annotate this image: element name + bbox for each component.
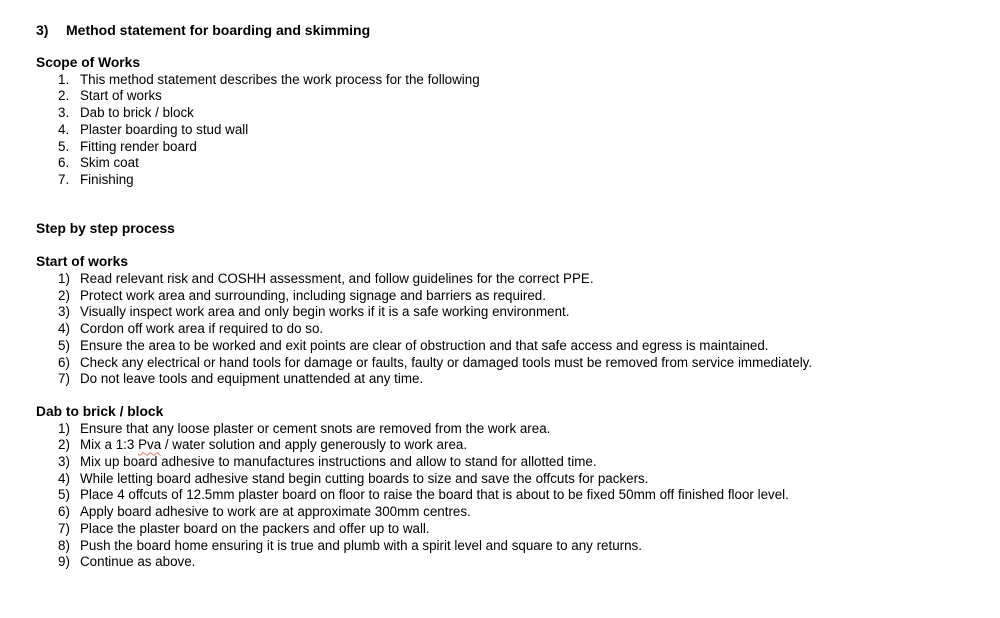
- list-item: [36, 271, 970, 288]
- section-start-of-works: [36, 254, 970, 388]
- list-item: [36, 521, 970, 538]
- section-dab-to-brick-block: [36, 404, 970, 571]
- dab-to-brick-heading: Dab to brick / block: [36, 403, 164, 419]
- list-item: [36, 487, 970, 504]
- list-item-number: 3): [58, 304, 70, 320]
- list-item: [36, 454, 970, 471]
- list-item-text: Start of works: [80, 88, 162, 104]
- list-item-number: 5): [58, 337, 70, 353]
- dab-to-brick-list: [36, 421, 970, 571]
- list-item-text: Check any electrical or hand tools for damage or faults, faulty or damaged tools must be removed from service immediately.: [80, 354, 813, 370]
- list-item-number: 6): [58, 504, 70, 520]
- list-item-text: Ensure that any loose plaster or cement snots are removed from the work area.: [80, 420, 551, 436]
- list-item-number: 6): [58, 354, 70, 370]
- list-item: [36, 355, 970, 372]
- list-item: [36, 471, 970, 488]
- list-item: [36, 72, 970, 89]
- list-item-number: 5.: [58, 138, 70, 154]
- start-of-works-list: [36, 271, 970, 388]
- list-item-number: 1): [58, 271, 70, 287]
- list-item: [36, 88, 970, 105]
- start-of-works-heading: Start of works: [36, 254, 128, 270]
- list-item: [36, 139, 970, 156]
- document-title-text: Method statement for boarding and skimming: [66, 22, 371, 38]
- section-step-by-step-process: [36, 221, 970, 238]
- list-item-text: Plaster boarding to stud wall: [80, 121, 249, 137]
- list-item: [36, 304, 970, 321]
- list-item-number: 9): [58, 554, 70, 570]
- list-item-text: Apply board adhesive to work are at approximate 300mm centres.: [80, 504, 471, 520]
- list-item: [36, 288, 970, 305]
- list-item-text: Push the board home ensuring it is true and plumb with a spirit level and square to any returns.: [80, 537, 642, 553]
- scope-of-works-heading: Scope of Works: [36, 55, 141, 70]
- document-title: [36, 21, 970, 39]
- list-item: [36, 504, 970, 521]
- list-item: [36, 338, 970, 355]
- list-item-number: 4): [58, 321, 70, 337]
- list-item-number: 5): [58, 487, 70, 503]
- document-title-number: 3): [36, 22, 49, 38]
- list-item-text: Dab to brick / block: [80, 105, 194, 121]
- list-item: [36, 554, 970, 571]
- list-item-text: Visually inspect work area and only begin works if it is a safe working environment.: [80, 304, 570, 320]
- list-item-text: Place 4 offcuts of 12.5mm plaster board on floor to raise the board that is about to be fixed 50mm off finished floor level.: [80, 487, 789, 503]
- scope-of-works-list: [36, 72, 970, 189]
- list-item-text: Skim coat: [80, 155, 139, 171]
- list-item-number: 2.: [58, 88, 70, 104]
- list-item-text: Mix up board adhesive to manufactures instructions and allow to stand for allotted time.: [80, 454, 597, 470]
- list-item-text: Do not leave tools and equipment unattended at any time.: [80, 371, 424, 387]
- list-item: [36, 105, 970, 122]
- list-item: [36, 172, 970, 189]
- list-item-text: Protect work area and surrounding, including signage and barriers as required.: [80, 287, 546, 303]
- list-item-number: 7): [58, 371, 70, 387]
- list-item-text: Fitting render board: [80, 138, 197, 154]
- list-item-number: 8): [58, 537, 70, 553]
- list-item-text: Read relevant risk and COSHH assessment, and follow guidelines for the correct PPE.: [80, 271, 594, 287]
- list-item-number: 4): [58, 470, 70, 486]
- list-item-number: 7): [58, 520, 70, 536]
- list-item-text: Place the plaster board on the packers and offer up to wall.: [80, 520, 430, 536]
- list-item-number: 2): [58, 437, 70, 453]
- list-item-text: Finishing: [80, 171, 134, 187]
- list-item: [36, 371, 970, 388]
- list-item-number: 3): [58, 454, 70, 470]
- list-item-text: Continue as above.: [80, 554, 196, 570]
- list-item-number: 2): [58, 287, 70, 303]
- step-by-step-heading: Step by step process: [36, 220, 175, 236]
- list-item-number: 7.: [58, 171, 70, 187]
- list-item: [36, 122, 970, 139]
- list-item-number: 1.: [58, 71, 70, 87]
- list-item-text: Cordon off work area if required to do so.: [80, 321, 324, 337]
- list-item-number: 4.: [58, 121, 70, 137]
- list-item-number: 3.: [58, 105, 70, 121]
- list-item-text: This method statement describes the work process for the following: [80, 71, 480, 87]
- list-item: [36, 421, 970, 438]
- list-item-text: Mix a 1:3 Pva / water solution and apply generously to work area.: [80, 437, 468, 453]
- list-item-text: While letting board adhesive stand begin cutting boards to size and save the offcuts for packers.: [80, 470, 649, 486]
- list-item-number: 6.: [58, 155, 70, 171]
- list-item: [36, 437, 970, 454]
- list-item: [36, 321, 970, 338]
- list-item: [36, 155, 970, 172]
- section-scope-of-works: [36, 55, 970, 189]
- list-item-text: Ensure the area to be worked and exit points are clear of obstruction and that safe access and egress is maintained.: [80, 337, 769, 353]
- list-item: [36, 538, 970, 555]
- misspelled-word[interactable]: Pva: [138, 437, 162, 453]
- list-item-number: 1): [58, 420, 70, 436]
